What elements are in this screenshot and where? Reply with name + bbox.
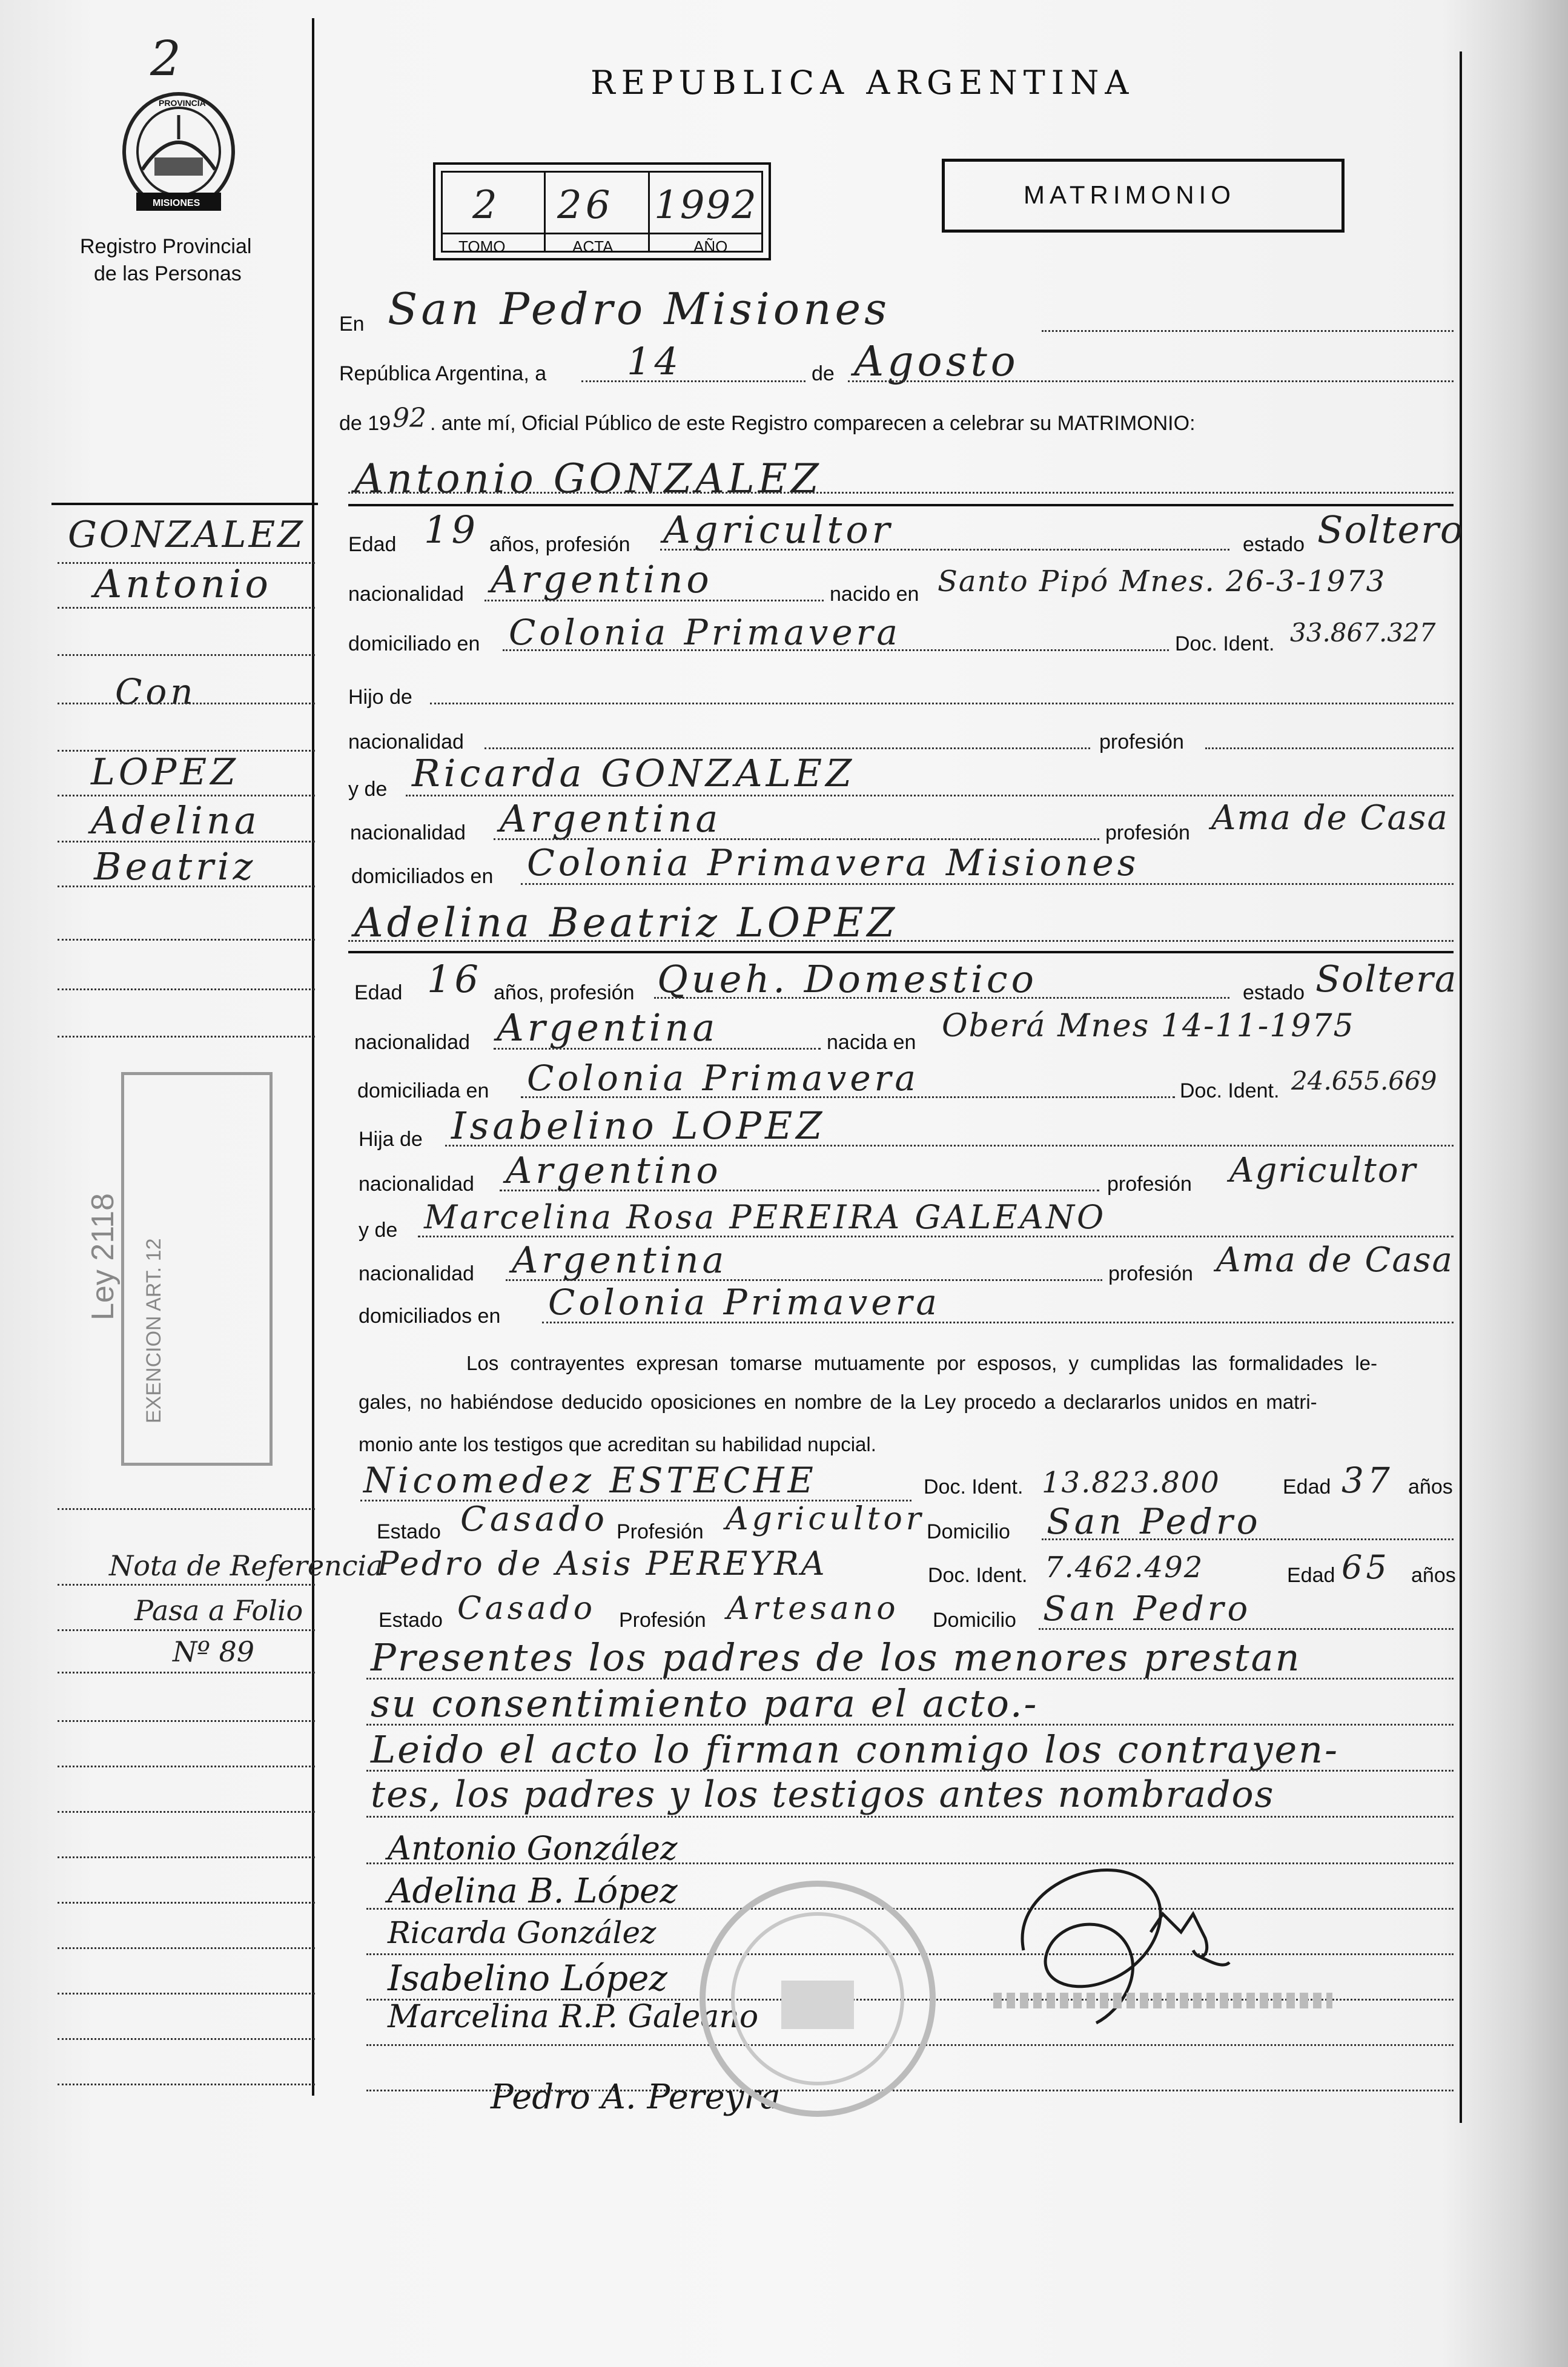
witness2-name: Pedro de Asis PEREYRA [377,1544,827,1583]
groom-madre-prof: Ama de Casa [1211,798,1449,838]
right-column-rule [1460,51,1462,2123]
groom-doc-label: Doc. Ident. [1175,632,1275,655]
record-anio-value: 1992 [654,183,758,228]
groom-doms-label: domiciliados en [351,865,494,888]
witness1-doc-label: Doc. Ident. [924,1475,1024,1498]
record-acta-value: 26 [557,183,614,228]
record-divider-2 [648,171,650,253]
witness2-domicilio: San Pedro [1043,1589,1252,1629]
groom-dom-label: domiciliado en [348,632,480,655]
groom-full-name: Antonio GONZALEZ [354,455,822,502]
witness2-doc-label: Doc. Ident. [928,1564,1028,1587]
bride-profesion: Queh. Domestico [657,957,1037,1001]
groom-edad: 19 [424,508,479,552]
de-label: de [812,362,835,385]
groom-domicilio: Colonia Primavera [509,612,901,653]
witness1-edad: 37 [1341,1460,1394,1501]
bride-full-name: Adelina Beatriz LOPEZ [354,899,899,946]
groom-profesion: Agricultor [663,508,894,552]
signature-bride-father: Isabelino López [388,1958,667,1999]
page-number: 2 [150,30,181,87]
bride-padre-prof-label: profesión [1107,1173,1192,1196]
groom-edad-label: Edad [348,533,397,556]
groom-madre-nac-label: nacionalidad [350,821,466,844]
bride-estado: Soltera [1315,958,1458,1001]
bride-madre-nac-label: nacionalidad [359,1262,474,1285]
bride-edad: 16 [427,957,482,1001]
declaration-line1: Los contrayentes expresan tomarse mutuamente por esposos, y cumplidas las formalidades le- [466,1352,1378,1374]
bride-padres-dom: Colonia Primavera [548,1282,941,1323]
witness2-estado: Casado [457,1591,597,1627]
witness2-dom-label: Domicilio [933,1609,1016,1632]
bride-padre-prof: Agricultor [1229,1151,1417,1190]
record-tomo-value: 2 [472,183,501,228]
margin-note-line3: Nº 89 [173,1635,255,1668]
bride-nac-label: nacionalidad [354,1031,470,1054]
observation-line2: su consentimiento para el acto.- [371,1681,1039,1726]
witness1-doc: 13.823.800 [1042,1466,1220,1500]
bride-padre-nac-label: nacionalidad [359,1173,474,1196]
margin-top-rule [51,503,318,505]
record-label-rule [441,233,763,234]
signature-bride-mother: Marcelina R.P. Galeano [388,1999,759,2035]
witness1-domicilio: San Pedro [1047,1501,1262,1542]
witness2-prof-label: Profesión [619,1609,706,1632]
witness1-prof-label: Profesión [617,1520,704,1543]
bride-nacida: Oberá Mnes 14-11-1975 [942,1008,1355,1044]
witness1-dom-label: Domicilio [927,1520,1010,1543]
witness2-doc: 7.462.492 [1045,1551,1204,1584]
bride-madre-nac: Argentina [512,1239,728,1282]
declaration-line2: gales, no habiéndose deducido oposiciones en nombre de la Ley procedo a declararlos unidos en matri- [359,1391,1317,1413]
margin-groom-surname: GONZALEZ [68,514,305,556]
groom-estado: Soltero [1317,508,1464,552]
bride-top-rule [348,951,1454,953]
registry-name-line1: Registro Provincial [80,235,252,258]
witness1-estado: Casado [460,1500,608,1539]
bride-domicilio: Colonia Primavera [527,1058,919,1099]
bride-doc: 24.655.669 [1291,1066,1437,1096]
margin-bride-name1: Adelina [91,798,260,843]
groom-estado-label: estado [1243,533,1305,556]
signature-bride: Adelina B. López [388,1872,678,1911]
groom-madre-nac: Argentina [500,796,722,841]
margin-groom-name: Antonio [94,562,272,607]
groom-yde-label: y de [348,778,388,801]
witness2-anos: años [1411,1564,1456,1587]
observation-line4: tes, los padres y los testigos antes nombrados [371,1773,1275,1816]
margin-con: Con [115,671,197,712]
bride-anos-label: años, profesión [494,981,635,1004]
bride-nacida-label: nacida en [827,1031,916,1054]
bride-doms-label: domiciliados en [359,1305,501,1328]
margin-bride-name2: Beatriz [94,844,257,889]
observation-line1: Presentes los padres de los menores prestan [371,1635,1302,1680]
signature-groom-mother: Ricarda González [388,1915,657,1950]
bride-padre-nac: Argentino [506,1150,722,1192]
seal-text-top: PROVINCIA [159,98,206,108]
groom-madre: Ricarda GONZALEZ [412,751,856,795]
year-prefix: de 19 [339,412,391,435]
bride-madre-prof: Ama de Casa [1216,1240,1454,1280]
year-suffix: 92 [392,403,426,434]
groom-nacido-label: nacido en [830,583,919,606]
country-title: REPUBLICA ARGENTINA [590,64,1135,102]
groom-padre-nac-label: nacionalidad [348,730,464,753]
bride-dom-label: domiciliada en [357,1079,489,1102]
declaration-line3: monio ante los testigos que acreditan su habilidad nupcial. [359,1433,876,1455]
seal-text-bottom: MISIONES [153,198,200,208]
bride-yde-label: y de [359,1219,398,1242]
republica-label: República Argentina, a [339,362,547,385]
margin-note-line1: Nota de Referencia [109,1549,383,1582]
groom-top-rule [348,504,1454,506]
bride-madre-prof-label: profesión [1108,1262,1193,1285]
groom-padre-prof-label: profesión [1099,730,1184,753]
official-stamp-icon [690,1872,945,2126]
observation-line3: Leido el acto lo firman conmigo los contrayen- [371,1727,1340,1772]
en-label: En [339,313,365,336]
record-anio-label: AÑO [693,237,728,256]
margin-note-line2: Pasa a Folio [134,1594,303,1627]
witness2-estado-label: Estado [379,1609,443,1632]
signature-groom: Antonio González [388,1829,678,1867]
bride-madre: Marcelina Rosa PEREIRA GALEANO [424,1198,1107,1236]
signature-witness: Pedro A. Pereyra [491,2077,781,2117]
bride-edad-label: Edad [354,981,403,1004]
groom-nacionalidad: Argentino [491,557,713,601]
left-column-rule [312,18,314,2096]
witness1-name: Nicomedez ESTECHE [363,1460,817,1501]
groom-nac-label: nacionalidad [348,583,464,606]
record-divider-1 [544,171,546,253]
intro-sentence: . ante mí, Oficial Público de este Registro comparecen a celebrar su MATRIMONIO: [430,412,1196,435]
groom-madre-prof-label: profesión [1105,821,1190,844]
bride-nacionalidad: Argentina [497,1005,719,1050]
place-value: San Pedro Misiones [388,283,891,334]
doc-type-title: MATRIMONIO [1024,180,1236,209]
witness2-edad: 65 [1341,1548,1391,1586]
groom-padres-dom: Colonia Primavera Misiones [527,842,1140,884]
bride-hija-label: Hija de [359,1128,423,1151]
bride-doc-label: Doc. Ident. [1180,1079,1280,1102]
witness2-profesion: Artesano [727,1591,899,1627]
groom-nacido: Santo Pipó Mnes. 26-3-1973 [938,564,1386,598]
month-value: Agosto [854,338,1019,386]
record-tomo-label: TOMO [458,237,506,256]
bride-estado-label: estado [1243,981,1305,1004]
record-acta-label: ACTA [572,237,614,256]
groom-doc: 33.867.327 [1290,618,1436,647]
day-value: 14 [627,339,682,383]
witness1-edad-label: Edad [1283,1475,1331,1498]
groom-anos-label: años, profesión [489,533,630,556]
witness1-estado-label: Estado [377,1520,441,1543]
stamp-line2: EXENCION ART. 12 [142,1238,165,1423]
stamp-faint-text [993,1993,1332,2008]
groom-hijo-label: Hijo de [348,686,412,709]
witness1-anos: años [1408,1475,1453,1498]
witness1-profesion: Agricultor [726,1501,925,1537]
bride-padre: Isabelino LOPEZ [451,1104,826,1148]
stamp-line1: Ley 2118 [85,1193,121,1320]
registry-name-line2: de las Personas [94,262,242,285]
witness2-edad-label: Edad [1287,1564,1335,1587]
margin-bride-surname: LOPEZ [91,751,239,793]
